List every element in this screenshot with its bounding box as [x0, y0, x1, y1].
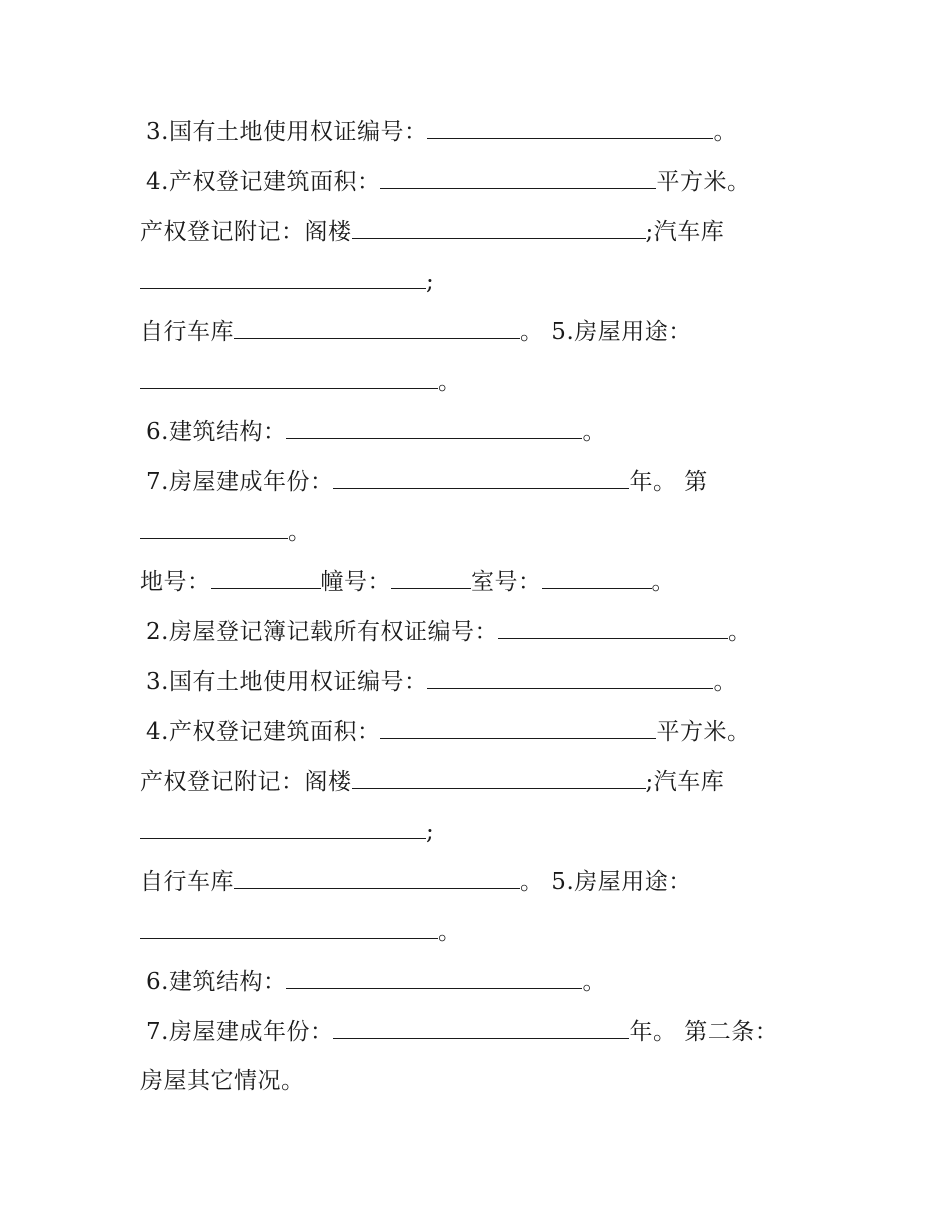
house-use-line-2: [140, 916, 462, 947]
structure-line: [146, 416, 606, 447]
house-use-line: [140, 366, 462, 397]
punctuation: 。: [713, 669, 737, 695]
label: 7.房屋建成年份：: [146, 1019, 334, 1045]
land-use-cert-number-line-2: [146, 666, 737, 697]
label: 自行车库: [140, 869, 234, 895]
label: 室号：: [471, 569, 542, 595]
clause-number-line: [140, 516, 312, 547]
ownership-cert-number-line: [146, 616, 751, 647]
label: 。 5.房屋用途：: [520, 319, 692, 345]
label: 。 5.房屋用途：: [520, 869, 692, 895]
lot-number-blank[interactable]: [211, 566, 321, 589]
land-use-cert-number-blank-2[interactable]: [427, 666, 713, 689]
label: 产权登记附记：阁楼: [140, 219, 352, 245]
built-year-blank-2[interactable]: [333, 1016, 629, 1039]
land-use-cert-number-blank[interactable]: [427, 116, 713, 139]
room-number-blank[interactable]: [542, 566, 652, 589]
label: 年。 第二条：: [629, 1019, 779, 1045]
label: 6.建筑结构：: [146, 969, 287, 995]
punctuation: ;: [426, 819, 435, 845]
lot-building-room-line: [140, 566, 675, 597]
punctuation: 。: [713, 119, 737, 145]
clause-number-blank[interactable]: [140, 516, 288, 539]
garage-blank-2[interactable]: [140, 816, 426, 839]
garage-line: [140, 266, 434, 297]
registered-area-line: [146, 166, 750, 197]
registered-area-line-2: [146, 716, 750, 747]
label: 7.房屋建成年份：: [146, 469, 334, 495]
registered-area-blank[interactable]: [380, 166, 656, 189]
unit-label: 平方米。: [656, 719, 751, 745]
building-number-blank[interactable]: [391, 566, 471, 589]
label: 3.国有土地使用权证编号：: [146, 669, 428, 695]
label: 3.国有土地使用权证编号：: [146, 119, 428, 145]
paragraph-text: 房屋其它情况。: [140, 1068, 305, 1094]
house-use-blank[interactable]: [140, 366, 438, 389]
label: 年。 第: [629, 469, 708, 495]
structure-line-2: [146, 966, 606, 997]
punctuation: 。: [288, 519, 312, 545]
punctuation: ;: [426, 269, 435, 295]
unit-label: 平方米。: [656, 169, 751, 195]
garage-line-2: [140, 816, 434, 847]
label: 自行车库: [140, 319, 234, 345]
punctuation: 。: [582, 419, 606, 445]
punctuation: 。: [438, 369, 462, 395]
punctuation: 。: [651, 569, 675, 595]
label: 幢号：: [320, 569, 391, 595]
ownership-cert-number-blank[interactable]: [498, 616, 728, 639]
attic-line-2: [140, 766, 724, 797]
built-year-line: [146, 466, 708, 497]
punctuation: 。: [727, 619, 752, 645]
label: 6.建筑结构：: [146, 419, 287, 445]
built-year-line-2: [146, 1016, 778, 1047]
attic-blank-2[interactable]: [352, 766, 646, 789]
registered-area-blank-2[interactable]: [380, 716, 656, 739]
bicycle-garage-line-2: [140, 866, 692, 897]
label: ;汽车库: [645, 769, 725, 795]
house-use-blank-2[interactable]: [140, 916, 438, 939]
structure-blank-2[interactable]: [286, 966, 582, 989]
bicycle-garage-line: [140, 316, 692, 347]
other-conditions-line: [140, 1066, 305, 1096]
label: 2.房屋登记簿记载所有权证编号：: [146, 619, 498, 645]
punctuation: 。: [582, 969, 606, 995]
punctuation: 。: [438, 919, 462, 945]
label: 4.产权登记建筑面积：: [146, 719, 381, 745]
label: ;汽车库: [645, 219, 725, 245]
bicycle-garage-blank-2[interactable]: [234, 866, 520, 889]
label: 4.产权登记建筑面积：: [146, 169, 381, 195]
bicycle-garage-blank[interactable]: [234, 316, 520, 339]
label: 地号：: [140, 569, 211, 595]
garage-blank[interactable]: [140, 266, 426, 289]
attic-blank[interactable]: [352, 216, 646, 239]
attic-line: [140, 216, 724, 247]
structure-blank[interactable]: [286, 416, 582, 439]
built-year-blank[interactable]: [333, 466, 629, 489]
label: 产权登记附记：阁楼: [140, 769, 352, 795]
land-use-cert-number-line: [146, 116, 737, 147]
